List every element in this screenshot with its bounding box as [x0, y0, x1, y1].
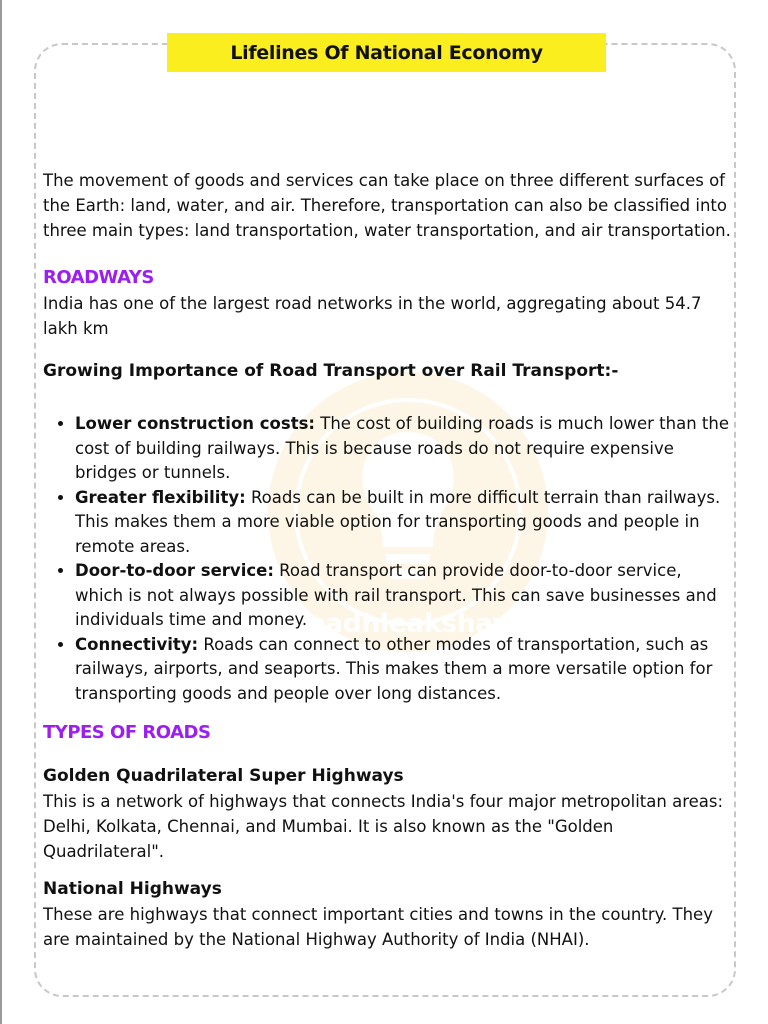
list-item-label: Connectivity:	[75, 634, 199, 654]
page-title: Lifelines Of National Economy	[167, 33, 606, 72]
list-item-label: Lower construction costs:	[75, 414, 316, 433]
list-item	[75, 412, 733, 486]
list-item-text: Roads can connect to other modes of transportation, such as railways, airports, and seaports. This makes them a more versatile option for transporting goods and people over long distances.	[75, 634, 713, 703]
roadways-heading: ROADWAYS	[43, 267, 154, 288]
list-item-text: Road transport can provide door-to-door service, which is not always possible with rail transport. This can save businesses and individuals time and money.	[75, 561, 717, 629]
roadways-paragraph: India has one of the largest road networks in the world, aggregating about 54.7 lakh km	[43, 294, 702, 338]
national-highways-paragraph: These are highways that connect important cities and towns in the country. They are maintained by the National Highway Authority of India (NHAI).	[43, 905, 713, 949]
list-item	[75, 559, 733, 633]
advantages-list	[43, 412, 733, 706]
golden-quadrilateral-paragraph: This is a network of highways that connects India's four major metropolitan areas: Delhi, Kolkata, Chennai, and Mumbai. It is also known as the "Golden Quadrilateral".	[43, 792, 724, 861]
list-item	[75, 486, 733, 560]
list-item	[75, 633, 733, 707]
list-item-label: Door-to-door service:	[75, 561, 274, 580]
watermark-text: padhleakshay	[306, 609, 510, 639]
golden-quadrilateral-heading: Golden Quadrilateral Super Highways	[43, 766, 404, 786]
national-highways-heading: National Highways	[43, 879, 222, 899]
intro-paragraph: The movement of goods and services can take place on three different surfaces of the Earth: land, water, and air. Therefore, transportation can also be classified into three main types: land transportation, water transportation, and air transportation.	[43, 171, 731, 240]
types-of-roads-heading: TYPES OF ROADS	[43, 722, 211, 743]
main-content	[43, 168, 733, 952]
growth-heading: Growing Importance of Road Transport over Rail Transport:-	[43, 361, 619, 381]
page-left-edge	[0, 0, 2, 1024]
list-item-label: Greater flexibility:	[75, 487, 246, 507]
list-item-text: The cost of building roads is much lower than the cost of building railways. This is because roads do not require expensive bridges or tunnels.	[75, 414, 729, 482]
list-item-text: Roads can be built in more difficult terrain than railways. This makes them a more viable option for transporting goods and people in remote areas.	[75, 487, 721, 556]
